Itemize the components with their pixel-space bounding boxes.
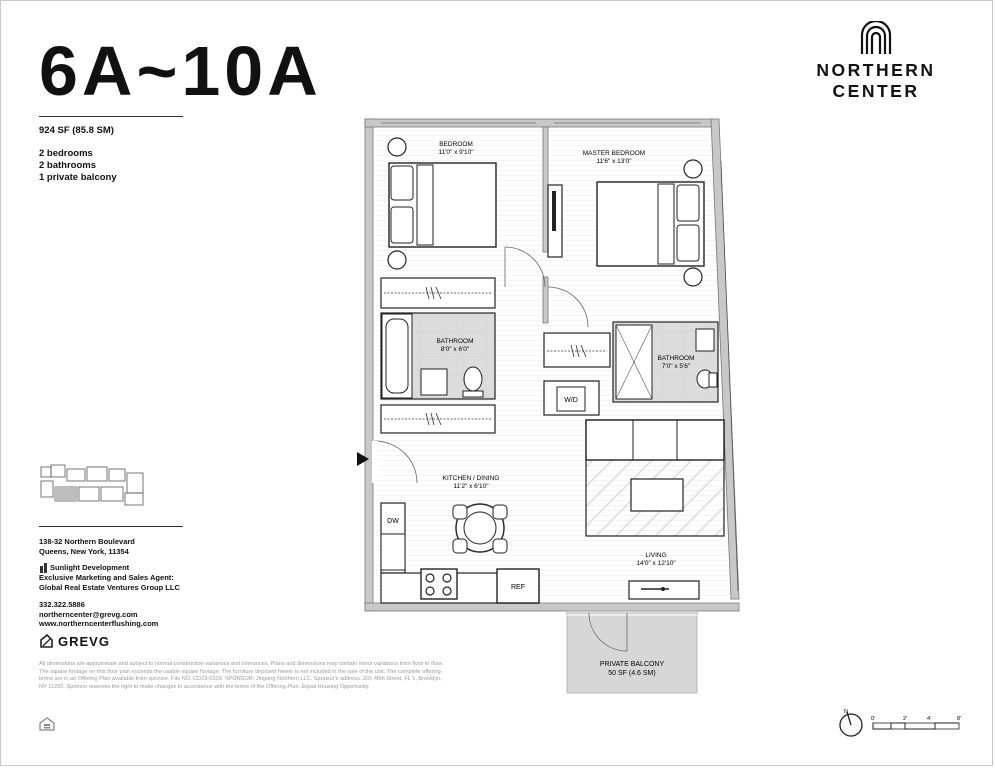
closet-master (544, 333, 610, 367)
dishwasher-label: DW (387, 518, 399, 525)
spec-bathrooms: 2 bathrooms (39, 160, 97, 171)
master-bedroom-dims: 11'6" x 13'0" (596, 158, 632, 165)
bathroom-1-dims: 8'0" x 6'0" (440, 346, 470, 353)
north-compass-icon (840, 712, 862, 736)
washer-dryer-label: W/D (564, 397, 578, 404)
balcony-label: PRIVATE BALCONY (599, 661, 665, 668)
living-dims: 14'0" x 12'10" (636, 560, 676, 567)
contact-website[interactable]: www.northerncenterflushing.com (39, 619, 159, 628)
bathroom-1-fixtures (381, 313, 495, 399)
bedroom-dims: 11'0" x 9'10" (438, 149, 474, 156)
brand-name-line-2: CENTER (832, 81, 920, 101)
spec-bedrooms: 2 bedrooms (39, 148, 93, 159)
refrigerator-label: REF (511, 584, 525, 591)
master-bedroom-label: MASTER BEDROOM (582, 150, 646, 157)
entry-arrow-icon (357, 452, 369, 466)
scale-label-4: 4' (926, 716, 932, 722)
compass-label: N (844, 709, 848, 715)
scale-bar (873, 723, 959, 729)
contact-phone[interactable]: 332.322.5886 (39, 600, 85, 609)
brand-name-line-1: NORTHERN (816, 60, 936, 80)
bathroom-2-fixtures (613, 322, 718, 402)
scale-label-0: 0' (870, 716, 876, 722)
kitchen-dims: 11'2" x 6'10" (453, 483, 489, 490)
grevg-logo-text: GREVG (58, 634, 110, 649)
unit-square-footage: 924 SF (85.8 SM) (39, 125, 114, 136)
scale-label-2: 2' (902, 716, 908, 722)
living-label: LIVING (645, 552, 667, 559)
balcony-dims: 50 SF (4.6 SM) (608, 670, 656, 677)
agent-line-1: Exclusive Marketing and Sales Agent: (39, 573, 174, 582)
kitchen-label: KITCHEN / DINING (442, 475, 500, 482)
bedroom-label: BEDROOM (439, 141, 473, 148)
bathroom-1-label: BATHROOM (436, 338, 474, 345)
legal-disclaimer: All dimensions are approximate and subject to normal construction variances and tolerances. Plans and dimensions may contain minor variations from floor to floor. The square footage on this floor plan exceeds the usable square footage. The furniture depicted herein is not included in the sale of the unit. The complete offering terms are in an Offering Plan available from sponsor. File NO. CD23-0339. SPONSOR: Jingang Northern LLC. Sponsor's address: 201 46th Street, FL 1, Brooklyn, NY 11220. Sponsor reserves the right to make changes in accordance with the terms of the Offering Plan. Equal Housing Opportunity. (39, 661, 444, 690)
bathroom-2-dims: 7'0" x 5'6" (661, 363, 691, 370)
closet-hall (381, 405, 495, 433)
scale-label-8: 8' (956, 716, 962, 722)
bathroom-2-label: BATHROOM (657, 355, 695, 362)
address-line-2: Queens, New York, 11354 (39, 547, 129, 556)
floor-plan (1, 1, 994, 767)
spec-balcony: 1 private balcony (39, 172, 117, 183)
balcony (567, 611, 697, 693)
developer-name: Sunlight Development (50, 563, 130, 573)
contact-email[interactable]: northerncenter@grevg.com (39, 609, 138, 619)
agent-line-2: Global Real Estate Ventures Group LLC (39, 582, 180, 592)
unit-title: 6A~10A (39, 32, 322, 110)
address-line-1: 138-32 Northern Boulevard (39, 537, 135, 546)
closet-bedroom (381, 278, 495, 308)
